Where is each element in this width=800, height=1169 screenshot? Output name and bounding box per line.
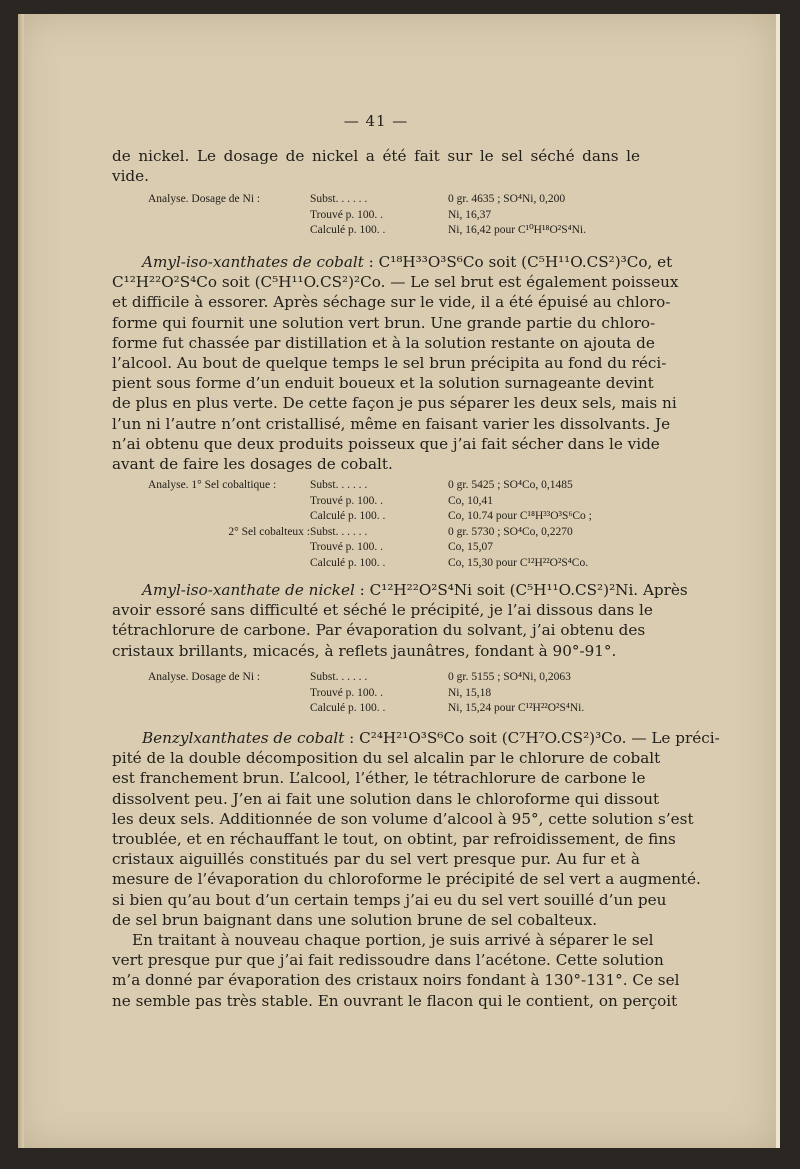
analysis-key: Subst. . . . . .: [310, 193, 368, 205]
text-line: de plus en plus verte. De cette façon je pus séparer les deux sels, mais ni: [112, 394, 677, 413]
analysis-label: Analyse. Dosage de Ni :: [148, 671, 261, 683]
text-line: troublée, et en réchauffant le tout, on obtint, par refroidissement, de fins: [112, 830, 676, 849]
analysis-key: Trouvé p. 100. .: [310, 208, 384, 221]
text-line: cristaux brillants, micacés, à reflets jaunâtres, fondant à 90°-91°.: [112, 641, 617, 660]
analysis-key: Calculé p. 100. .: [310, 224, 386, 236]
text-line: Amyl-iso-xanthates de cobalt : C¹⁸H³³O³S⁶Co soit (C⁵H¹¹O.CS²)³Co, et: [142, 253, 673, 271]
text-line: forme fut chassée par distillation et à la solution restante on ajouta de: [112, 333, 655, 352]
analysis-key: Trouvé p. 100. .: [310, 686, 384, 699]
text-line: C¹²H²²O²S⁴Co soit (C⁵H¹¹O.CS²)²Co. — Le sel brut est également poisseux: [112, 273, 679, 292]
text-line: de sel brun baignant dans une solution brune de sel cobalteux.: [112, 910, 598, 929]
text-line: n’ai obtenu que deux produits poisseux que j’ai fait sécher dans le vide: [112, 434, 660, 453]
analysis-value: Ni, 16,42 pour C¹⁰H¹⁸O²S⁴Ni.: [448, 224, 586, 236]
analysis-value: Ni, 15,24 pour C¹²H²²O²S⁴Ni.: [448, 702, 585, 714]
text-line: forme qui fournit une solution vert brun. Une grande partie du chloro-: [112, 313, 656, 332]
amyl-cobalt-paragraph: [112, 252, 679, 474]
analysis-key: Subst. . . . . .: [310, 479, 368, 491]
page-number: — 41 —: [343, 112, 409, 130]
analysis-value: Co, 15,30 pour C¹²H²²O²S⁴Co.: [448, 556, 589, 569]
text-line: avoir essoré sans difficulté et séché le précipité, je l’ai dissous dans le: [112, 601, 653, 620]
text-line: avant de faire les dosages de cobalt.: [112, 455, 393, 474]
analysis-key: Subst. . . . . .: [310, 525, 368, 538]
analysis-key: Calculé p. 100. .: [310, 556, 386, 569]
analysis-value: 0 gr. 5425 ; SO⁴Co, 0,1485: [448, 479, 573, 491]
analysis-value: Ni, 15,18: [448, 686, 492, 699]
analysis-key: Trouvé p. 100. .: [310, 494, 384, 507]
text-line: Benzylxanthates de cobalt : C²⁴H²¹O³S⁶Co soit (C⁷H⁷O.CS²)³Co. — Le préci-: [142, 729, 720, 747]
section-title: Amyl-iso-xanthates de cobalt: [142, 253, 364, 271]
text-line: de nickel. Le dosage de nickel a été fait sur le sel séché dans le: [112, 147, 640, 165]
amyl-nickel-paragraph: [112, 580, 688, 661]
page-edge: [776, 14, 780, 1148]
page-fold-shadow: [18, 14, 24, 1148]
text-line: les deux sels. Additionnée de son volume d’alcool à 95°, cette solution s’est: [112, 809, 694, 828]
analysis-key: Subst. . . . . .: [310, 671, 368, 683]
analysis-value: Co, 10,41: [448, 494, 494, 507]
text-line: si bien qu’au bout d’un certain temps j’ai eu du sel vert souillé d’un peu: [112, 890, 667, 909]
analysis-label: Analyse. Dosage de Ni :: [148, 193, 261, 205]
text-line: ne semble pas très stable. En ouvrant le flacon qui le contient, on perçoit: [112, 991, 678, 1010]
text-line: vide.: [112, 167, 149, 186]
section-title: Amyl-iso-xanthate de nickel: [142, 581, 355, 599]
analysis-value: 0 gr. 5730 ; SO⁴Co, 0,2270: [448, 525, 573, 538]
text-line: l’un ni l’autre n’ont cristallisé, même en faisant varier les dissolvants. Je: [112, 414, 671, 433]
text-line: cristaux aiguillés constitués par du sel vert presque pur. Au fur et à: [112, 850, 640, 869]
analysis-value: Co, 15,07: [448, 541, 494, 553]
text-line: tétrachlorure de carbone. Par évaporation du solvant, j’ai obtenu des: [112, 621, 646, 640]
text-line: mesure de l’évaporation du chloroforme le précipité de sel vert a augmenté.: [112, 870, 701, 889]
text-line: pient sous forme d’un enduit boueux et la solution surnageante devint: [112, 374, 654, 393]
text-line: l’alcool. Au bout de quelque temps le sel brun précipita au fond du réci-: [112, 354, 667, 373]
intro-paragraph: [112, 146, 640, 186]
analysis-value: Ni, 16,37: [448, 208, 492, 221]
text-line: vert presque pur que j’ai fait redissoudre dans l’acétone. Cette solution: [112, 951, 664, 970]
analysis-value: 0 gr. 4635 ; SO⁴Ni, 0,200: [448, 193, 566, 205]
text-line: dissolvent peu. J’en ai fait une solution dans le chloroforme qui dissout: [112, 789, 660, 808]
text-line: pité de la double décomposition du sel alcalin par le chlorure de cobalt: [112, 749, 661, 768]
analysis-value: Co, 10.74 pour C¹⁸H³³O³S⁶Co ;: [448, 510, 592, 522]
section-title: Benzylxanthates de cobalt: [142, 729, 345, 747]
analysis-block-2: [148, 478, 592, 571]
analysis-key: Trouvé p. 100. .: [310, 541, 384, 553]
text-line: m’a donné par évaporation des cristaux noirs fondant à 130°-131°. Ce sel: [112, 971, 680, 990]
final-paragraph: [112, 930, 680, 1011]
analysis-label: 2° Sel cobalteux :: [228, 525, 310, 538]
text-line: est franchement brun. L’alcool, l’éther, le tétrachlorure de carbone le: [112, 769, 646, 788]
analysis-block-1: [148, 192, 586, 239]
analysis-key: Calculé p. 100. .: [310, 702, 386, 714]
analysis-block-3: [148, 670, 584, 717]
analysis-label: Analyse. 1° Sel cobaltique :: [148, 479, 277, 491]
analysis-key: Calculé p. 100. .: [310, 510, 386, 522]
benzyl-cobalt-paragraph: [112, 728, 720, 930]
text-line: En traitant à nouveau chaque portion, je suis arrivé à séparer le sel: [132, 931, 654, 949]
text-line: Amyl-iso-xanthate de nickel : C¹²H²²O²S⁴Ni soit (C⁵H¹¹O.CS²)²Ni. Après: [142, 581, 688, 599]
analysis-value: 0 gr. 5155 ; SO⁴Ni, 0,2063: [448, 671, 571, 683]
text-line: et difficile à essorer. Après séchage sur le vide, il a été épuisé au chloro-: [112, 293, 671, 312]
